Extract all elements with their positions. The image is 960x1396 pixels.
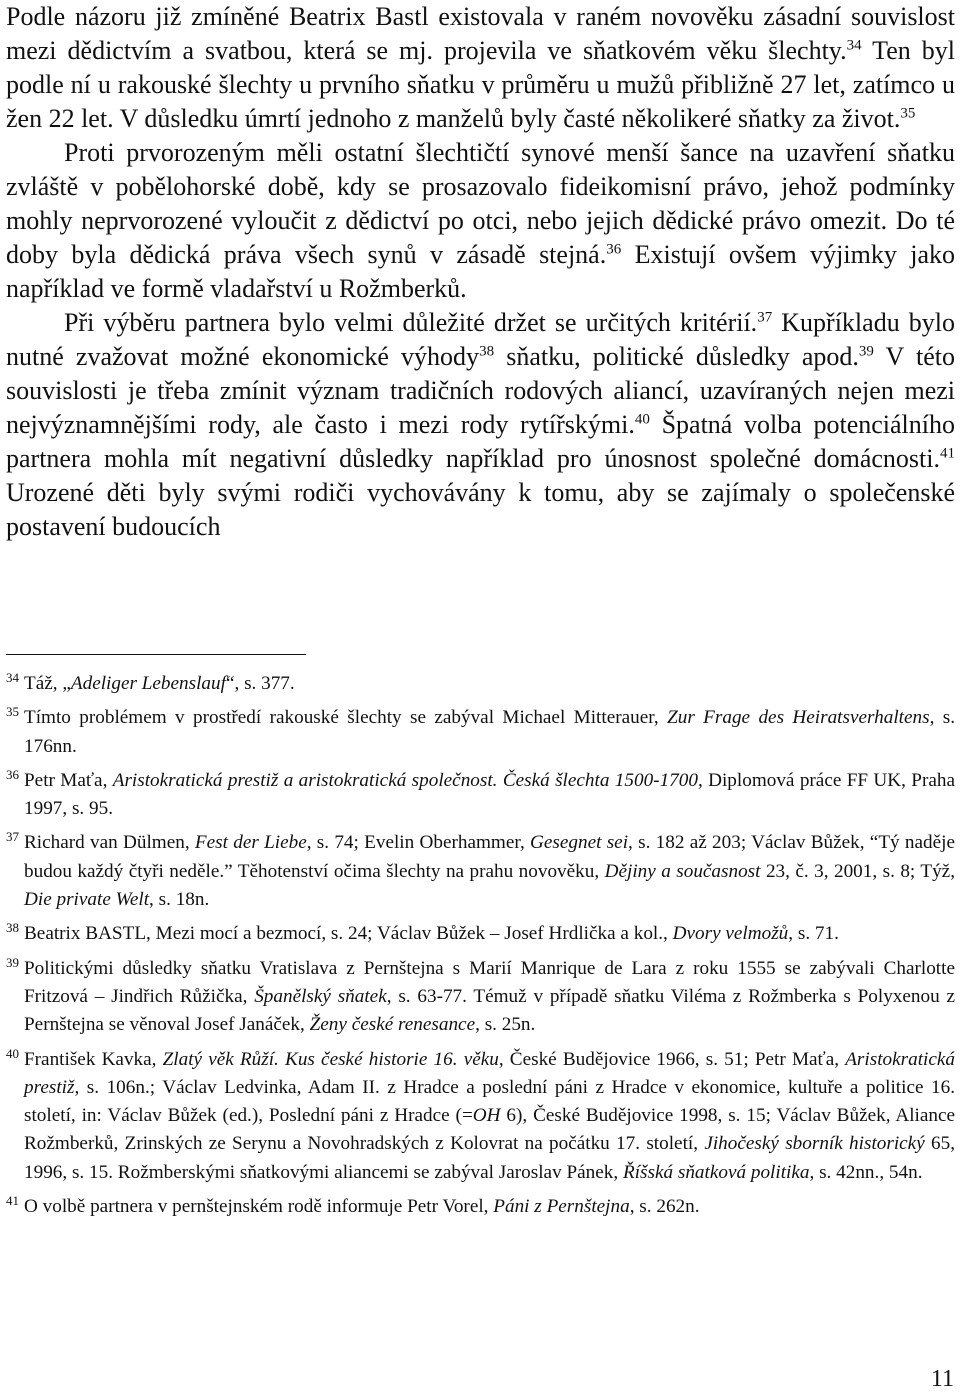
paragraph-text: Urozené děti byly svými rodiči vychovávány k tomu, aby se zajímaly o společenské postavení budoucích <box>6 478 955 541</box>
footnote-text: , s. 63-77. Témuž v případě sňatku Viléma z Rožmberka s Polyxenou z Pernštejna se věnoval Josef Janáček, <box>24 985 955 1036</box>
footnote-text: , Diplomová práce FF UK, Praha 1997, s. 95. <box>24 769 955 820</box>
footnote-text: Petr Maťa, <box>24 769 113 791</box>
footnote-title: Říšská sňatková politika <box>622 1161 810 1183</box>
footnote-36 <box>6 761 955 824</box>
footnote-text: Politickými důsledky sňatku Vratislava z Pernštejna s Marií Manrique de Lara z roku 1555 se zabývali Charlotte Fritzová – Jindřich Růžička, <box>24 957 955 1007</box>
footnote-text: , s. 182 až 203; Václav Bůžek, “Tý naděje budou každý čtyři neděle.” Těhotenství očima šlechty na prahu novověku, <box>24 832 955 882</box>
footnote-text: 6), České Budějovice 1998, s. 15; Václav Bůžek, Aliance Rožmberků, Zrinských ze Serynu a Novohradských z Kolovrat na počátku 17. století, <box>24 1105 955 1155</box>
footnote-text: 65, 1996, s. 15. Rožmberskými sňatkovými aliancemi se zabýval Jaroslav Pánek, <box>24 1133 955 1183</box>
footnote-text: Tímto problémem v prostředí rakouské šlechty se zabýval Michael Mitterauer, <box>24 707 668 729</box>
footnote-38 <box>6 914 955 948</box>
footnote-number: 36 <box>6 766 19 782</box>
footnote-number: 39 <box>6 954 19 970</box>
footnote-text: , s. 25n. <box>475 1014 536 1036</box>
footnotes <box>6 664 955 1221</box>
footnote-number: 40 <box>6 1045 19 1061</box>
footnote-text: “, s. 377. <box>225 673 295 694</box>
paragraph-1 <box>6 0 955 136</box>
paragraph-text: Kupříkladu bylo nutné zvažovat možné ekonomické výhody <box>6 308 955 371</box>
footnote-text: , s. 106n.; Václav Ledvinka, Adam II. z Hradce a poslední páni z Hradce v ekonomice, kultuře a politice 16. století, in: Václav Bůžek (ed.), Poslední páni z Hradce (= <box>24 1076 955 1127</box>
page-number: 11 <box>930 1366 954 1392</box>
footnote-39 <box>6 949 955 1040</box>
paragraph-text: sňatku, politické důsledky apod. <box>494 342 859 371</box>
footnote-41 <box>6 1187 955 1221</box>
footnote-title: Dvory velmožů <box>672 923 789 945</box>
footnote-title: OH <box>472 1105 501 1127</box>
footnote-40 <box>6 1040 955 1187</box>
footnote-title: Die private Welt <box>24 889 150 911</box>
paragraph-text: Ten byl podle ní u rakouské šlechty u prvního sňatku v průměru u mužů přibližně 27 let, zatímco u žen 22 let. V důsledku úmrtí jednoho z manželů byly časté několikeré sňatky za život. <box>6 36 955 133</box>
footnote-ref[interactable]: 35 <box>900 105 916 122</box>
footnote-text: , s. 176nn. <box>24 707 956 757</box>
footnote-number: 37 <box>6 829 19 845</box>
footnote-35 <box>6 698 955 761</box>
footnote-ref[interactable]: 38 <box>479 343 495 360</box>
footnote-text: O volbě partnera v pernštejnském rodě informuje Petr Vorel, <box>24 1196 494 1218</box>
footnote-text: , s. 42nn., 54n. <box>809 1161 923 1183</box>
footnote-ref[interactable]: 37 <box>757 309 773 326</box>
paragraph-text: Podle názoru již zmíněné Beatrix Bastl existovala v raném novověku zásadní souvislost mezi dědictvím a svatbou, která se mj. projevila ve sňatkovém věku šlechty. <box>6 2 955 65</box>
footnote-text: František Kavka, <box>24 1048 163 1070</box>
paragraph-text: Existují ovšem výjimky jako například ve formě vladařství u Rožmberků. <box>6 240 955 303</box>
footnote-title: Páni z Pernštejna <box>493 1196 630 1218</box>
footnote-text: , s. 74; Evelin Oberhammer, <box>306 832 531 854</box>
footnote-37 <box>6 823 955 914</box>
footnote-title: Aristokratická prestiž a aristokratická společnost. Česká šlechta 1500-1700 <box>112 769 698 791</box>
footnote-title: Ženy české renesance <box>309 1014 476 1036</box>
footnote-text: , České Budějovice 1966, s. 51; Petr Maťa, <box>498 1048 846 1070</box>
footnote-text: Táž, „ <box>24 673 71 694</box>
footnote-title: Fest der Liebe <box>194 832 307 854</box>
footnote-ref[interactable]: 39 <box>858 343 874 360</box>
footnote-title: Jihočeský sborník historický <box>704 1133 925 1155</box>
footnote-number: 38 <box>6 920 19 936</box>
footnote-text: , s. 71. <box>788 923 839 945</box>
footnote-text: Beatrix BASTL, Mezi mocí a bezmocí, s. 24; Václav Bůžek – Josef Hrdlička a kol., <box>24 923 673 945</box>
footnote-ref[interactable]: 40 <box>634 411 650 428</box>
footnote-title: Španělský sňatek <box>254 985 387 1007</box>
footnote-title: Dějiny a současnost <box>604 860 761 882</box>
footnote-number: 41 <box>6 1193 19 1209</box>
footnote-ref[interactable]: 36 <box>606 241 622 258</box>
footnote-34 <box>6 664 955 698</box>
paragraph-text: Proti prvorozeným měli ostatní šlechtičtí synové menší šance na uzavření sňatku zvláště v pobělohorské době, kdy se prosazovalo fideikomisní právo, jehož podmínky mohly neprvorozené vyloučit z dědictví po otci, nebo jejich dědické právo omezit. Do té doby byla dědická práva všech synů v zásadě stejná. <box>6 138 955 269</box>
footnote-title: Adeliger Lebenslauf <box>70 673 226 694</box>
footnote-number: 34 <box>6 670 19 685</box>
footnote-text: , s. 18n. <box>149 889 210 911</box>
paragraph-2 <box>6 136 955 306</box>
document-page <box>6 0 955 544</box>
paragraph-text: V této souvislosti je třeba zmínit význam tradičních rodových aliancí, uzavíraných nejen mezi nejvýznamnějšími rody, ale často i mezi rody rytířskými. <box>6 342 955 439</box>
footnote-title: Zlatý věk Růží. Kus české historie 16. věku <box>162 1048 499 1070</box>
footnote-separator <box>6 654 306 655</box>
paragraph-3 <box>6 306 955 544</box>
footnote-text: , s. 262n. <box>629 1196 700 1218</box>
footnote-text: 23, č. 3, 2001, s. 8; Týž, <box>760 860 955 882</box>
footnote-number: 35 <box>6 704 19 720</box>
paragraph-text: Při výběru partnera bylo velmi důležité držet se určitých kritérií. <box>64 308 758 337</box>
footnote-title: Gesegnet sei <box>530 832 629 854</box>
paragraph-text: Špatná volba potenciálního partnera mohla mít negativní důsledky například pro únosnost společné domácnosti. <box>6 410 955 473</box>
footnote-text: Richard van Dülmen, <box>24 832 195 854</box>
footnote-ref[interactable]: 34 <box>846 37 862 54</box>
footnote-title: Zur Frage des Heiratsverhaltens <box>667 707 930 729</box>
footnote-ref[interactable]: 41 <box>940 445 955 462</box>
footnote-title: Aristokratická prestiž <box>24 1048 955 1098</box>
